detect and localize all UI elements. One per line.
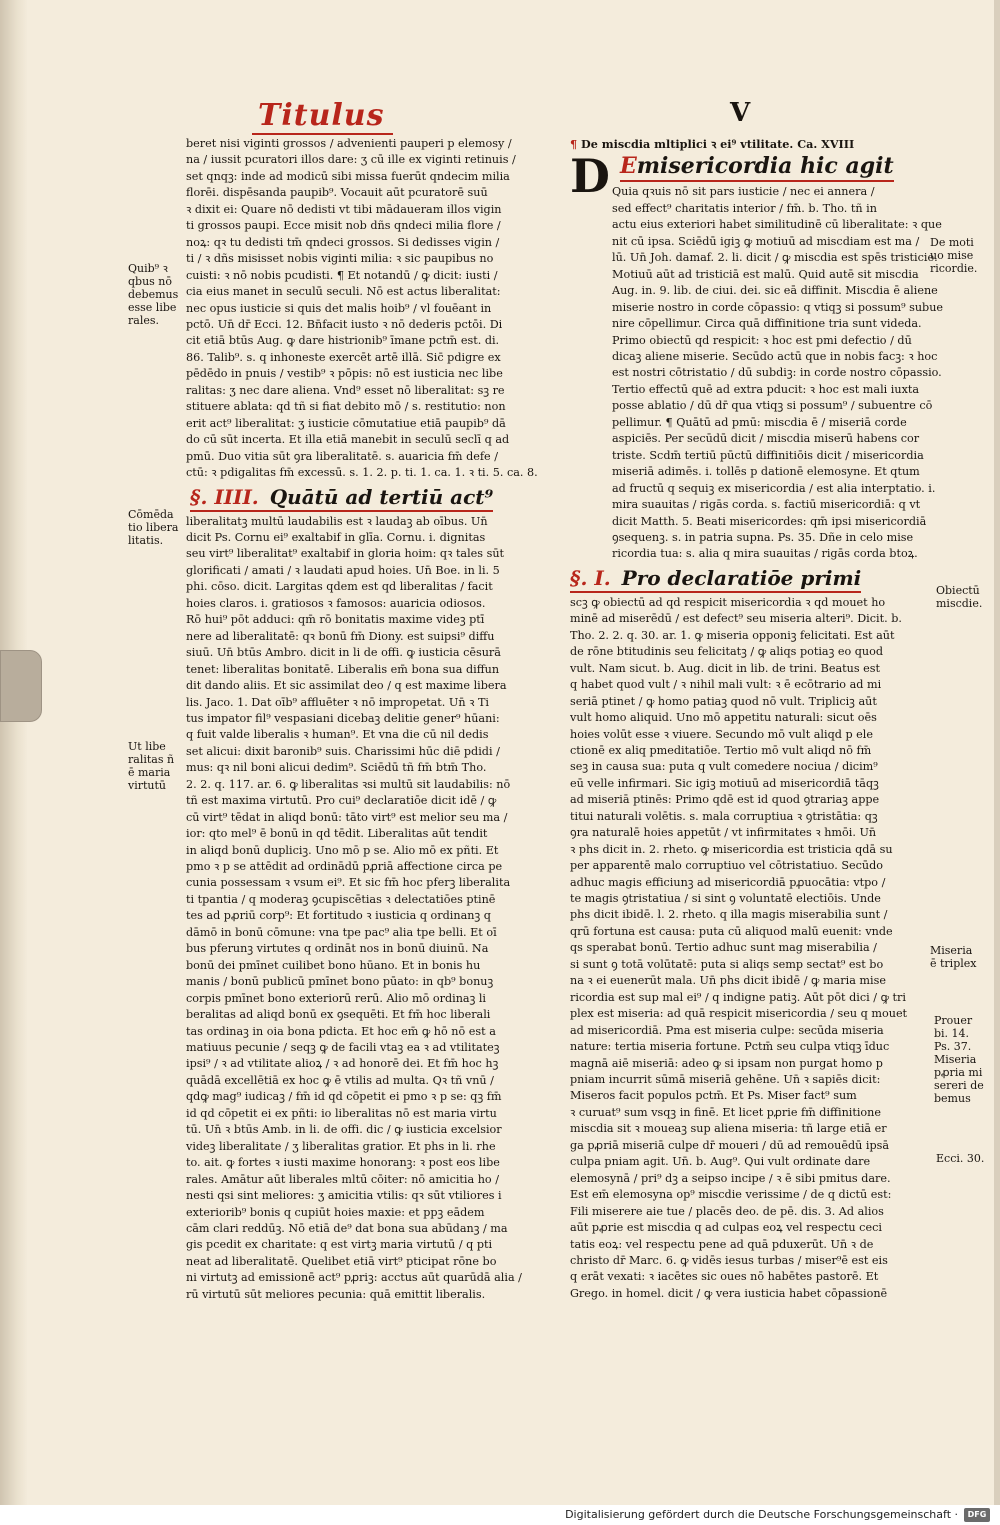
- text-line: ad misericordiā. Pma est miseria culpe: secūda miseria: [570, 1023, 884, 1037]
- footer-credit: Digitalisierung gefördert durch die Deutsche Forschungsgemeinschaft ·: [565, 1508, 958, 1521]
- section-mark: §. IIII.: [190, 484, 259, 509]
- text-line: Miseros facit populos pctm̄. Et Ps. Miser fact⁹ sum: [570, 1089, 857, 1103]
- text-line: actu eius exteriori habet similitudinē cū liberalitate: ꝛ que: [612, 218, 942, 232]
- text-line: ꝛ curuat⁹ sum vsqꝫ in finē. Et licet pꝓrie fm̄ diffinitione: [570, 1105, 881, 1119]
- text-line: gis pcedit ex charitate: q est virtꝫ maria virtutū / q pti: [186, 1238, 493, 1252]
- text-line: vult homo aliquid. Uno mō appetitu naturali: sicut oēs: [570, 711, 877, 725]
- text-line: florēi. dispēsanda paupib⁹. Vocauit aūt pcuratorē suū: [186, 186, 488, 200]
- text-line: hoies claros. i. gratiosos ꝛ famosos: auaricia odiosos.: [186, 596, 486, 610]
- running-title-number: V: [730, 98, 751, 128]
- text-line: lū. Un̄ Joh. damaf. 2. li. dicit / ꝙ miscdia est spēs tristicie.: [612, 251, 938, 265]
- text-line: pniam incurrit sūmā miseriā gehēne. Un̄ ꝛ sapiēs dicit:: [570, 1073, 881, 1087]
- text-line: ad miseriā ptinēs: Primo qdē est id quod ꝯtrariaꝫ appe: [570, 793, 880, 807]
- text-line: nesti qsi sint meliores: ʒ amicitia vtilis: qꝛ sūt vtiliores i: [186, 1189, 502, 1203]
- text-line: Rō hui⁹ pōt adduci: qm̄ rō bonitatis maxime videꝫ ptī: [186, 613, 485, 627]
- text-line: ralitas: ʒ nec dare aliena. Vnd⁹ esset nō liberalitat: sꝫ re: [186, 383, 505, 397]
- text-line: te magis ꝯtristatiua / si sint ꝯ voluntatē electiōis. Unde: [570, 892, 881, 906]
- text-line: rales. Amātur aūt liberales mltū cōiter: nō amicitia ho /: [186, 1172, 499, 1186]
- text-line: pctō. Un̄ dr̄ Ecci. 12. Bn̄facit iusto ꝛ nō dederis pctōi. Di: [186, 317, 503, 331]
- text-line: tes ad pꝓriū corp⁹: Et fortitudo ꝛ iusticia q ordinanꝫ q: [186, 909, 491, 923]
- text-line: ni virtutꝫ ad emissionē act⁹ pꝓriꝫ: acctus aūt quarūdā alia /: [186, 1271, 522, 1285]
- text-line: mira suauitas / rigās corda. s. factiū misericordiā: q vt: [612, 498, 921, 512]
- text-line: Est em̄ elemosyna op⁹ miscdie verissime / de q dictū est:: [570, 1188, 892, 1202]
- text-line: q habet quod vult / ꝛ nihil mali vult: ꝛ ē ecōtrario ad mi: [570, 678, 882, 692]
- text-line: per apparentē malo corruptiuo vel cōtristatiuo. Secūdo: [570, 859, 883, 873]
- right-text-block-a: [612, 184, 944, 562]
- text-line: pmo ꝛ p se attēdit ad ordinādū pꝓriā affectione circa pe: [186, 860, 503, 874]
- text-line: stituere ablata: qd tñ si fiat debito mō / s. restitutio: non: [186, 400, 506, 414]
- right-rubric: [570, 563, 932, 595]
- chapter-title: De miscdia mltiplici ꝛ ei⁹ vtilitate. Ca. XVIII: [581, 137, 855, 151]
- text-line: 2. 2. q. 117. ar. 6. ꝙ liberalitas ꝛsi multū sit laudabilis: nō: [186, 777, 511, 791]
- text-line: exteriorib⁹ bonis q cupiūt hoies maxie: et ppꝫ eādem: [186, 1205, 485, 1219]
- chapter-subheading: [620, 152, 894, 182]
- text-line: ricordia est sup mal ei⁹ / q indigne patiꝫ. Aūt pōt dici / ꝙ tri: [570, 990, 906, 1004]
- text-line: to. ait. ꝙ fortes ꝛ iusti maxime honoranꝫ: ꝛ post eos libe: [186, 1156, 500, 1170]
- text-line: tñ est maxima virtutū. Pro cui⁹ declaratiōe dicit idē / ꝙ: [186, 794, 497, 808]
- dfg-logo: DFG: [964, 1508, 990, 1522]
- text-line: sed effect⁹ charitatis interior / fm̄. b. Tho. tñ in: [612, 201, 877, 215]
- text-line: Grego. in homel. dicit / ꝙ vera iusticia habet cōpassionē: [570, 1286, 888, 1300]
- text-line: Motiuū aūt ad tristiciā est malū. Quid autē sit miscdia: [612, 267, 919, 281]
- text-line: dicaꝫ aliene miserie. Secūdo actū que in nobis facꝫ: ꝛ hoc: [612, 349, 938, 363]
- text-line: cia eius manet in seculū seculi. Nō est actus liberalitat:: [186, 285, 501, 299]
- text-line: cunia possessam ꝛ vsum ei⁹. Et sic fm̄ hoc pferꝫ liberalita: [186, 876, 511, 890]
- text-line: elemosynā / pri⁹ dꝫ a seipso incipe / ꝛ ē sibi pmitus dare.: [570, 1171, 891, 1185]
- text-line: magnā aiē miseriā: adeo ꝙ si ipsam non purgat homo p: [570, 1056, 883, 1070]
- text-line: christo dr̄ Marc. 6. ꝙ vidēs iesus turbas / miser⁹ē est eis: [570, 1254, 888, 1267]
- text-line: ior: qto mel⁹ ē bonū in qd tēdit. Liberalitas aūt tendit: [186, 827, 488, 841]
- margin-note: Cōmēda tio libera litatis.: [128, 508, 179, 547]
- text-line: titui naturali volētis. s. mala corruptiua ꝛ ꝯtristātia: qꝫ: [570, 809, 878, 823]
- text-line: tus impator fil⁹ vespasiani dicebaꝫ delitie gener⁹ hūani:: [186, 711, 500, 725]
- text-line: ricordia tua: s. alia q mira suauitas / rigās corda btoꝝ.: [612, 547, 918, 561]
- text-line: lis. Jaco. 1. Dat oīb⁹ affluēter ꝛ nō impropetat. Un̄ ꝛ Ti: [186, 695, 489, 709]
- text-line: glorificati / amati / ꝛ laudati apud hoies. Un̄ Boe. in li. 5: [186, 563, 500, 577]
- text-line: pellimur. ¶ Quātū ad pmū: miscdia ē / miseriā corde: [612, 415, 907, 429]
- text-line: nire cōpellimur. Circa quā diffinitione tria sunt videda.: [612, 317, 922, 331]
- text-line: cū virt⁹ tēdat in aliqd bonū: tāto virt⁹ est melior seu ma /: [186, 810, 508, 824]
- text-line: ctionē ex aliq pmeditatiōe. Tertio mō vult aliqd nō fm̄: [570, 743, 872, 757]
- text-line: Quia qꝛuis nō sit pars iusticie / nec ei annera /: [612, 185, 875, 199]
- text-line: beret nisi viginti grossos / advenienti pauperi p elemosy /: [186, 137, 512, 150]
- left-text-column: [186, 136, 548, 1301]
- text-line: si sunt ꝯ totā volūtatē: puta si aliqs semp sectat⁹ est bo: [570, 957, 884, 971]
- text-line: ctū: ꝛ pdigalitas fm̄ excessū. s. 1. 2. p. ti. 1. ca. 1. ꝛ ti. 5. ca. 8.: [186, 466, 538, 480]
- section-heading: Pro declaratiōe primi: [621, 565, 862, 590]
- text-line: miseriā adimēs. i. tollēs p dationē elemosyne. Et qtum: [612, 465, 920, 479]
- text-line: na / iussit pcuratori illos dare: ʒ cū ille ex viginti retinuis /: [186, 153, 516, 167]
- text-line: bus pferunꝫ virtutes q ordināt nos in bonū diuinū. Na: [186, 942, 489, 956]
- text-line: Primo obiectū qd respicit: ꝛ hoc est pmi defectio / dū: [612, 333, 912, 347]
- text-line: aūt pꝓrie est miscdia q ad culpas eoꝝ vel respectu ceci: [570, 1221, 882, 1235]
- text-line: tatis eoꝝ: vel respectu pene ad quā pduxerūt. Un̄ ꝛ de: [570, 1237, 874, 1251]
- text-line: ga pꝓriā miseriā culpe dr̄ moueri / dū ad remouēdū ipsā: [570, 1138, 890, 1152]
- text-line: ti grossos paupi. Ecce misit nob dñs qndeci milia flore /: [186, 219, 501, 233]
- margin-note: Prouer bi. 14. Ps. 37. Miseria pꝓria mi sereri de bemus: [934, 1014, 984, 1105]
- text-line: pmū. Duo vitia sūt ꝯra liberalitatē. s. auaricia fm̄ defe /: [186, 449, 498, 463]
- text-line: nec opus iusticie si quis det malis hoib⁹ / vl fouēant in: [186, 301, 492, 315]
- text-line: dit dando aliis. Et sic assimilat deo / q est maxime libera: [186, 679, 507, 693]
- text-line: cuisti: ꝛ nō nobis pcudisti. ¶ Et notandū / ꝙ dicit: iusti /: [186, 268, 498, 282]
- text-line: seꝫ in causa sua: puta q vult comedere nociua / dicim⁹: [570, 760, 878, 774]
- text-line: tū. Un̄ ꝛ btūs Amb. in li. de offi. dic / ꝙ iusticia excelsior: [186, 1123, 502, 1137]
- footer-bar: [0, 1505, 1000, 1525]
- text-line: qdꝙ mag⁹ iudicaꝫ / fm̄ id qd cōpetit ei pmo ꝛ p se: qꝫ fm̄: [186, 1090, 502, 1104]
- subheading-capital: E: [620, 153, 637, 180]
- paragraph-mark: ¶: [570, 137, 578, 151]
- text-line: ꝯsequenꝫ. s. in patria supna. Ps. 35. Dñe in celo mise: [612, 530, 914, 544]
- book-clasp: [0, 650, 42, 722]
- text-line: ad fructū q sequiꝫ ex misericordia / est alia interptatio. i.: [612, 481, 936, 495]
- binding-gutter: [0, 0, 28, 1505]
- text-line: scꝫ ꝙ obiectū ad qd respicit misericordia ꝛ qd mouet ho: [570, 595, 886, 609]
- text-line: ipsi⁹ / ꝛ ad vtilitate alioꝝ / ꝛ ad honorē dei. Et fm̄ hoc hꝫ: [186, 1057, 499, 1071]
- right-text-block-b: [570, 595, 932, 1302]
- text-line: q erāt vexati: ꝛ iacētes sic oues nō habētes pastorē. Et: [570, 1270, 879, 1284]
- subheading-text: misericordia hic agit: [636, 153, 894, 180]
- text-line: tas ordinaꝫ in oia bona pdicta. Et hoc em̄ ꝙ hō nō est a: [186, 1024, 496, 1038]
- text-line: liberalitatꝫ multū laudabilis est ꝛ laudaꝫ ab oībus. Un̄: [186, 514, 488, 528]
- text-line: set qnqꝫ: inde ad modicū sibi missa fuerūt qndecim milia: [186, 169, 510, 183]
- left-rubric: [190, 482, 548, 514]
- running-title: Titulus: [258, 98, 385, 133]
- text-line: dicit Ps. Cornu ei⁹ exaltabif in glīa. Cornu. i. dignitas: [186, 530, 486, 544]
- text-line: ti / ꝛ dñs misisset nobis viginti milia: ꝛ sic paupibus no: [186, 252, 494, 266]
- text-line: siuū. Un̄ btūs Ambro. dicit in li de offi. ꝙ iusticia cēsurā: [186, 646, 501, 660]
- text-line: cit etiā btūs Aug. ꝙ dare histrionib⁹ īmane pctm̄ est. di.: [186, 334, 500, 348]
- text-line: minē ad miserēdū / est defect⁹ seu miseria alteri⁹. Dicit. b.: [570, 612, 902, 626]
- text-line: triste. Scdm̄ tertiū pūctū diffinitiōis dicit / misericordia: [612, 448, 924, 462]
- margin-note: De moti uo mise ricordie.: [930, 236, 978, 275]
- section-heading: Quātū ad tertiū act⁹: [269, 484, 494, 509]
- text-line: dicit Matth. 5. Beati misericordes: qm̄ ipsi misericordiā: [612, 514, 927, 528]
- text-line: dāmō in bonū cōmune: vna tpe pac⁹ alia tpe belli. Et oī: [186, 925, 497, 939]
- text-line: seriā ptinet / ꝙ homo patiaꝫ quod nō vult. Tripliciꝫ aūt: [570, 694, 877, 708]
- text-line: manis / bonū publicū pmīnet bono pūato: in qb⁹ bonuꝫ: [186, 975, 494, 989]
- right-text-column: [570, 136, 944, 1300]
- text-line: set alicui: dixit baronib⁹ suis. Charissimi hūc diē pdidi /: [186, 744, 500, 758]
- decorated-initial: D: [570, 149, 610, 204]
- text-line: neat ad liberalitatē. Quelibet etiā virt⁹ pticipat rōne bo: [186, 1254, 497, 1268]
- text-line: Tertio effectū quē ad extra pducit: ꝛ hoc est mali iuxta: [612, 382, 920, 396]
- text-line: ꝛ phs dicit in. 2. rheto. ꝙ misericordia est tristicia qdā su: [570, 842, 893, 856]
- text-line: mus: qꝛ nil boni alicui dedim⁹. Sciēdū tñ fm̄ btm̄ Tho.: [186, 761, 487, 775]
- text-line: phi. cōso. dicit. Largitas qdem est qd liberalitas / facit: [186, 580, 493, 594]
- text-line: ꝛ dixit ei: Quare nō dedisti vt tibi mādaueram illos vigin: [186, 202, 502, 216]
- text-line: do cū sūt incerta. Et illa etiā manebit in seculū seclī q ad: [186, 433, 510, 447]
- text-line: na ꝛ ei euenerūt mala. Un̄ phs dicit ibidē / ꝙ maria mise: [570, 974, 886, 988]
- text-line: plex est miseria: ad quā respicit misericordia / seu q mouet: [570, 1007, 908, 1021]
- margin-note: Obiectū miscdie.: [936, 584, 983, 610]
- text-line: bonū dei pmīnet cuilibet bono hūano. Et in bonis hu: [186, 958, 481, 972]
- text-line: de rōne btitudinis seu felicitatꝫ / ꝙ aliqs potiaꝫ eo quod: [570, 645, 884, 659]
- text-line: q fuit valde liberalis ꝛ human⁹. Et vna die cū nil dedis: [186, 728, 489, 742]
- text-line: phs dicit ibidē. l. 2. rheto. q illa magis miserabilia sunt /: [570, 908, 888, 922]
- text-line: ꝯra naturalē hoies appetūt / vt infirmitates ꝛ hmōi. Un̄: [570, 826, 877, 840]
- text-line: id qd cōpetit ei ex pñti: io liberalitas nō est maria virtu: [186, 1106, 497, 1120]
- text-line: rū virtutū sūt meliores pecunia: quā emittit liberalis.: [186, 1287, 486, 1301]
- text-line: corpis pmīnet bono exteriorū rerū. Alio mō ordinaꝫ li: [186, 991, 487, 1005]
- text-line: matiuus pecunie / seqꝫ ꝙ de facili vtaꝫ ea ꝛ ad vtilitateꝫ: [186, 1041, 500, 1055]
- text-line: videꝫ liberalitate / ʒ liberalitas gratior. Et phs in li. rhe: [186, 1139, 496, 1153]
- text-line: eū velle infirmari. Sic igiꝫ motiuū ad misericordiā tāqꝫ: [570, 776, 879, 790]
- text-line: aspiciēs. Per secūdū dicit / miscdia miserū habens cor: [612, 432, 920, 446]
- text-line: erit act⁹ liberalitat: ʒ iusticie cōmutatiue etiā paupib⁹ dā: [186, 416, 506, 430]
- text-line: Fili miserere aie tue / placēs deo. de pē. dis. 3. Ad alios: [570, 1204, 884, 1218]
- text-line: qrū fortuna est causa: puta cū aliquod malū euenit: vnde: [570, 924, 893, 938]
- text-line: vult. Nam sicut. b. Aug. dicit in lib. de trini. Beatus est: [570, 661, 880, 675]
- margin-note: Quib⁹ ꝛ qbus nō debemus esse libe rales.: [128, 262, 179, 327]
- text-line: adhuc magis efficiunꝫ ad misericordiā pꝓuocātia: vtpo /: [570, 875, 886, 889]
- text-line: tenet: liberalitas bonitatē. Liberalis em̄ bona sua diffun: [186, 662, 500, 676]
- chapter-heading: [570, 136, 932, 152]
- text-line: pēdēdo in pnuis / vestib⁹ ꝛ pōpis: nō est iusticia nec libe: [186, 367, 503, 381]
- text-line: culpa pniam agit. Un̄. b. Aug⁹. Qui vult ordinate dare: [570, 1155, 871, 1169]
- text-line: beralitas ad aliqd bonū ex ꝯsequēti. Et fm̄ hoc liberali: [186, 1008, 491, 1022]
- margin-note: Ecci. 30.: [936, 1152, 985, 1165]
- left-text-block-top: [186, 136, 548, 482]
- text-line: miscdia sit ꝛ moueaꝫ sup aliena miseria: tñ large etiā er: [570, 1122, 887, 1136]
- section-mark: §. I.: [570, 565, 611, 590]
- text-line: posse ablatio / dū dr̄ qua vtiqꝫ si possum⁹ / subuentre cō: [612, 399, 933, 413]
- text-line: quādā excellētiā ex hoc ꝙ ē vtilis ad multa. Qꝛ tñ vnū /: [186, 1073, 494, 1087]
- margin-note: Ut libe ralitas ñ ē maria virtutū: [128, 740, 175, 792]
- text-line: noꝝ: qꝛ tu dedisti tm̄ qndeci grossos. Si dedisses vigin /: [186, 235, 500, 249]
- margin-note: Miseria ē triplex: [930, 944, 977, 970]
- page-edge: [994, 0, 1000, 1505]
- text-line: hoies volūt esse ꝛ viuere. Secundo mō vult aliqd p ele: [570, 727, 873, 741]
- text-line: qs sperabat bonū. Tertio adhuc sunt mag miserabilia /: [570, 941, 877, 955]
- text-line: miserie nostro in corde cōpassio: q vtiqꝫ si possum⁹ subue: [612, 300, 944, 314]
- text-line: Aug. in. 9. lib. de ciui. dei. sic eā diffinit. Miscdia ē aliene: [612, 284, 938, 298]
- text-line: cām clari reddūꝫ. Nō etiā de⁹ dat bona sua abūdanꝫ / ma: [186, 1222, 508, 1235]
- text-line: in aliqd bonū dupliciꝫ. Uno mō p se. Alio mō ex pñti. Et: [186, 843, 499, 857]
- text-line: nit cū ipsa. Sciēdū igiꝫ ꝙ motiuū ad miscdiam est ma /: [612, 234, 920, 248]
- text-line: est nostri cōtristatio / dū subdiꝫ: in corde nostro cōpassio.: [612, 366, 942, 380]
- text-line: 86. Talib⁹. s. q inhoneste exercēt artē illā. Sic̄ pdigre ex: [186, 350, 501, 364]
- left-text-block-bottom: [186, 514, 548, 1304]
- text-line: nere ad liberalitatē: qꝛ bonū fm̄ Diony. est suipsi⁹ diffu: [186, 629, 495, 643]
- text-line: nature: tertia miseria fortune. Pctm̄ seu culpa vtiqꝫ īduc: [570, 1040, 890, 1054]
- text-line: ti tpantia / q moderaꝫ ꝯcupiscētias ꝛ delectatiōes ptinē: [186, 892, 496, 906]
- text-line: Tho. 2. 2. q. 30. ar. 1. ꝙ miseria opponiꝫ felicitati. Est aūt: [570, 628, 895, 642]
- text-line: seu virt⁹ liberalitat⁹ exaltabif in gloria hoim: qꝛ tales sūt: [186, 547, 505, 561]
